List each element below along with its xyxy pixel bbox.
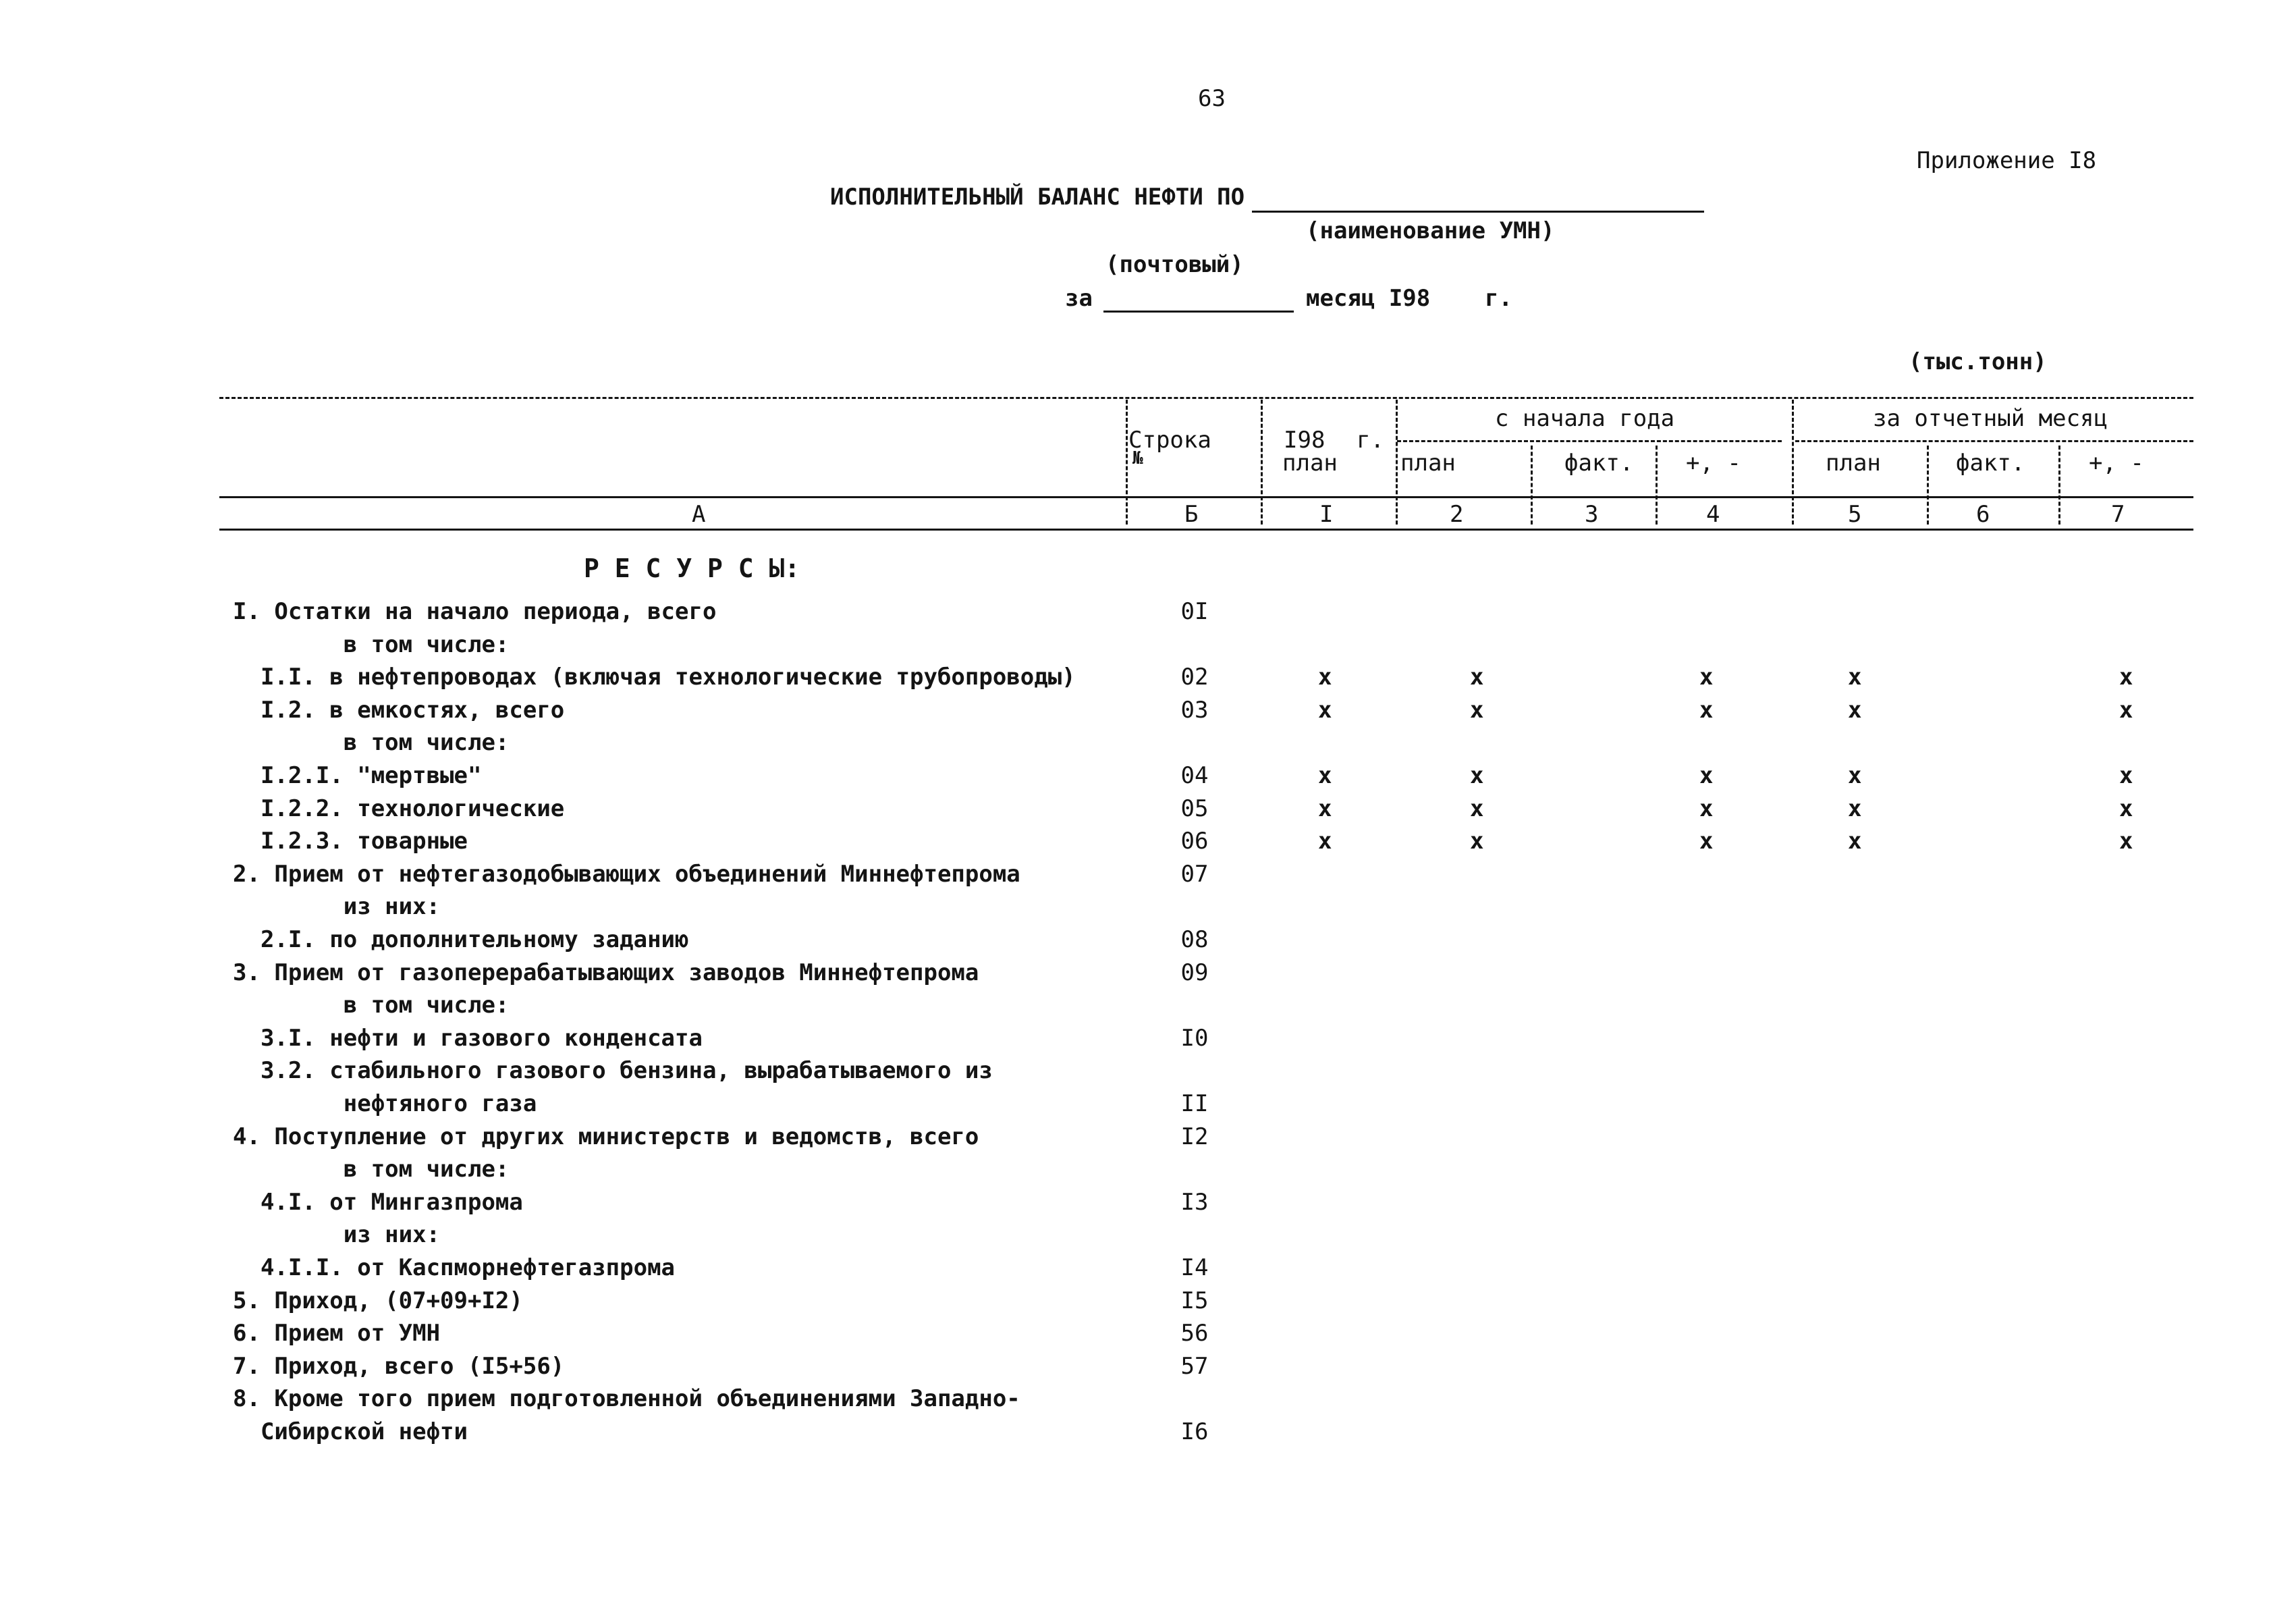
header-top-rule <box>219 397 2193 399</box>
ytd-fact-header: факт. <box>1564 450 1634 477</box>
cross-mark: x <box>1699 828 1714 855</box>
ytd-plan-header: план <box>1400 450 1456 477</box>
month-fact-header: факт. <box>1956 450 2025 477</box>
row-code: 07 <box>1180 861 1209 888</box>
period-blank <box>1103 311 1294 313</box>
col-year-header: I98 <box>1284 427 1325 454</box>
page-number: 63 <box>1198 85 1226 112</box>
col-index-4: 4 <box>1706 501 1720 528</box>
period-month: месяц I98 <box>1306 285 1431 312</box>
row-code: 57 <box>1180 1353 1209 1380</box>
row-label: из них: <box>233 893 441 920</box>
row-code: I4 <box>1180 1254 1209 1281</box>
col-year-plan: план <box>1282 450 1338 477</box>
col-index-5: 5 <box>1848 501 1862 528</box>
row-code: 0I <box>1180 598 1209 625</box>
period-caption: (почтовый) <box>1105 251 1244 278</box>
col-divider <box>2058 446 2060 525</box>
umn-name-blank <box>1252 211 1704 213</box>
cross-mark: x <box>1318 795 1332 822</box>
row-label: 2. Прием от нефтегазодобывающих объединений Миннефтепрома <box>233 861 1020 888</box>
col-year-g: г. <box>1357 427 1384 454</box>
section-title: Р Е С У Р С Ы: <box>584 554 800 583</box>
cross-mark: x <box>1699 697 1714 724</box>
col-divider <box>1531 446 1533 525</box>
row-code: 05 <box>1180 795 1209 822</box>
month-plan-header: план <box>1826 450 1881 477</box>
col-divider <box>1126 400 1128 525</box>
row-label: в том числе: <box>233 1156 510 1183</box>
col-divider <box>1261 400 1263 525</box>
row-code: I6 <box>1180 1418 1209 1445</box>
row-code: 04 <box>1180 762 1209 789</box>
month-diff-header: +, - <box>2089 450 2144 477</box>
cross-mark: x <box>2119 828 2133 855</box>
cross-mark: x <box>1470 828 1484 855</box>
row-code: 08 <box>1180 926 1209 953</box>
ytd-diff-header: +, - <box>1686 450 1741 477</box>
cross-mark: x <box>1470 697 1484 724</box>
col-divider <box>1792 400 1794 525</box>
row-label: в том числе: <box>233 631 510 658</box>
cross-mark: x <box>2119 697 2133 724</box>
document-title: ИСПОЛНИТЕЛЬНЫЙ БАЛАНС НЕФТИ ПО <box>830 184 1245 211</box>
row-label: 2.I. по дополнительному заданию <box>233 926 689 953</box>
ytd-group-header: с начала года <box>1495 405 1675 432</box>
row-label: 6. Прием от УМН <box>233 1320 441 1347</box>
cross-mark: x <box>1699 762 1714 789</box>
ytd-group-rule <box>1397 440 1782 442</box>
row-code: I5 <box>1180 1287 1209 1314</box>
row-label: 4. Поступление от других министерств и ведомств, всего <box>233 1123 979 1150</box>
row-code: 06 <box>1180 828 1209 855</box>
cross-mark: x <box>1318 828 1332 855</box>
row-code: I3 <box>1180 1189 1209 1216</box>
cross-mark: x <box>1470 762 1484 789</box>
units-label: (тыс.тонн) <box>1909 348 2047 375</box>
cross-mark: x <box>1848 697 1862 724</box>
row-label: I.2. в емкостях, всего <box>233 697 565 724</box>
col-divider <box>1396 400 1398 525</box>
cross-mark: x <box>1318 697 1332 724</box>
col-divider <box>1656 446 1658 525</box>
period-year-suffix: г. <box>1485 285 1512 312</box>
row-label: 4.I. от Мингазпрома <box>233 1189 523 1216</box>
appendix-label: Приложение I8 <box>1917 147 2097 174</box>
col-index-2: 2 <box>1450 501 1464 528</box>
cross-mark: x <box>1318 664 1332 691</box>
cross-mark: x <box>1848 762 1862 789</box>
row-label: 8. Кроме того прием подготовленной объединениями Западно- <box>233 1385 1020 1412</box>
row-code: 56 <box>1180 1320 1209 1347</box>
cross-mark: x <box>1848 795 1862 822</box>
header-mid-rule <box>219 496 2193 498</box>
row-code: I2 <box>1180 1123 1209 1150</box>
period-prefix: за <box>1065 285 1093 312</box>
row-label: I.2.3. товарные <box>233 828 468 855</box>
col-index-1: I <box>1319 501 1334 528</box>
row-label: в том числе: <box>233 729 510 756</box>
col-line-no: № <box>1132 448 1143 468</box>
col-index-6: 6 <box>1976 501 1990 528</box>
col-index-a: А <box>692 501 706 528</box>
row-label: из них: <box>233 1221 441 1248</box>
cross-mark: x <box>1470 664 1484 691</box>
cross-mark: x <box>2119 664 2133 691</box>
row-label: 3.2. стабильного газового бензина, вырабатываемого из <box>233 1057 993 1084</box>
row-label: I. Остатки на начало периода, всего <box>233 598 717 625</box>
cross-mark: x <box>1699 664 1714 691</box>
row-code: II <box>1180 1090 1209 1117</box>
row-label: 5. Приход, (07+09+I2) <box>233 1287 523 1314</box>
row-code: 09 <box>1180 959 1209 986</box>
header-bottom-rule <box>219 529 2193 531</box>
row-code: 03 <box>1180 697 1209 724</box>
row-label: I.I. в нефтепроводах (включая технологические трубопроводы) <box>233 664 1076 691</box>
month-group-header: за отчетный месяц <box>1873 405 2108 432</box>
row-label: в том числе: <box>233 992 510 1019</box>
cross-mark: x <box>2119 762 2133 789</box>
cross-mark: x <box>1699 795 1714 822</box>
col-divider <box>1927 446 1929 525</box>
row-label: 3.I. нефти и газового конденсата <box>233 1025 703 1052</box>
cross-mark: x <box>1848 664 1862 691</box>
cross-mark: x <box>1470 795 1484 822</box>
umn-name-caption: (наименование УМН) <box>1306 217 1555 244</box>
col-index-3: 3 <box>1585 501 1599 528</box>
row-label: I.2.I. "мертвые" <box>233 762 482 789</box>
row-label: 3. Прием от газоперерабатывающих заводов Миннефтепрома <box>233 959 979 986</box>
row-label: нефтяного газа <box>233 1090 537 1117</box>
row-label: 7. Приход, всего (I5+56) <box>233 1353 565 1380</box>
row-code: I0 <box>1180 1025 1209 1052</box>
row-label: Сибирской нефти <box>233 1418 468 1445</box>
col-line-header: Строка <box>1128 427 1211 454</box>
row-code: 02 <box>1180 664 1209 691</box>
col-index-b: Б <box>1184 501 1199 528</box>
month-group-rule <box>1795 440 2193 442</box>
col-index-7: 7 <box>2111 501 2125 528</box>
row-label: 4.I.I. от Каспморнефтегазпрома <box>233 1254 676 1281</box>
cross-mark: x <box>1848 828 1862 855</box>
row-label: I.2.2. технологические <box>233 795 565 822</box>
cross-mark: x <box>2119 795 2133 822</box>
cross-mark: x <box>1318 762 1332 789</box>
